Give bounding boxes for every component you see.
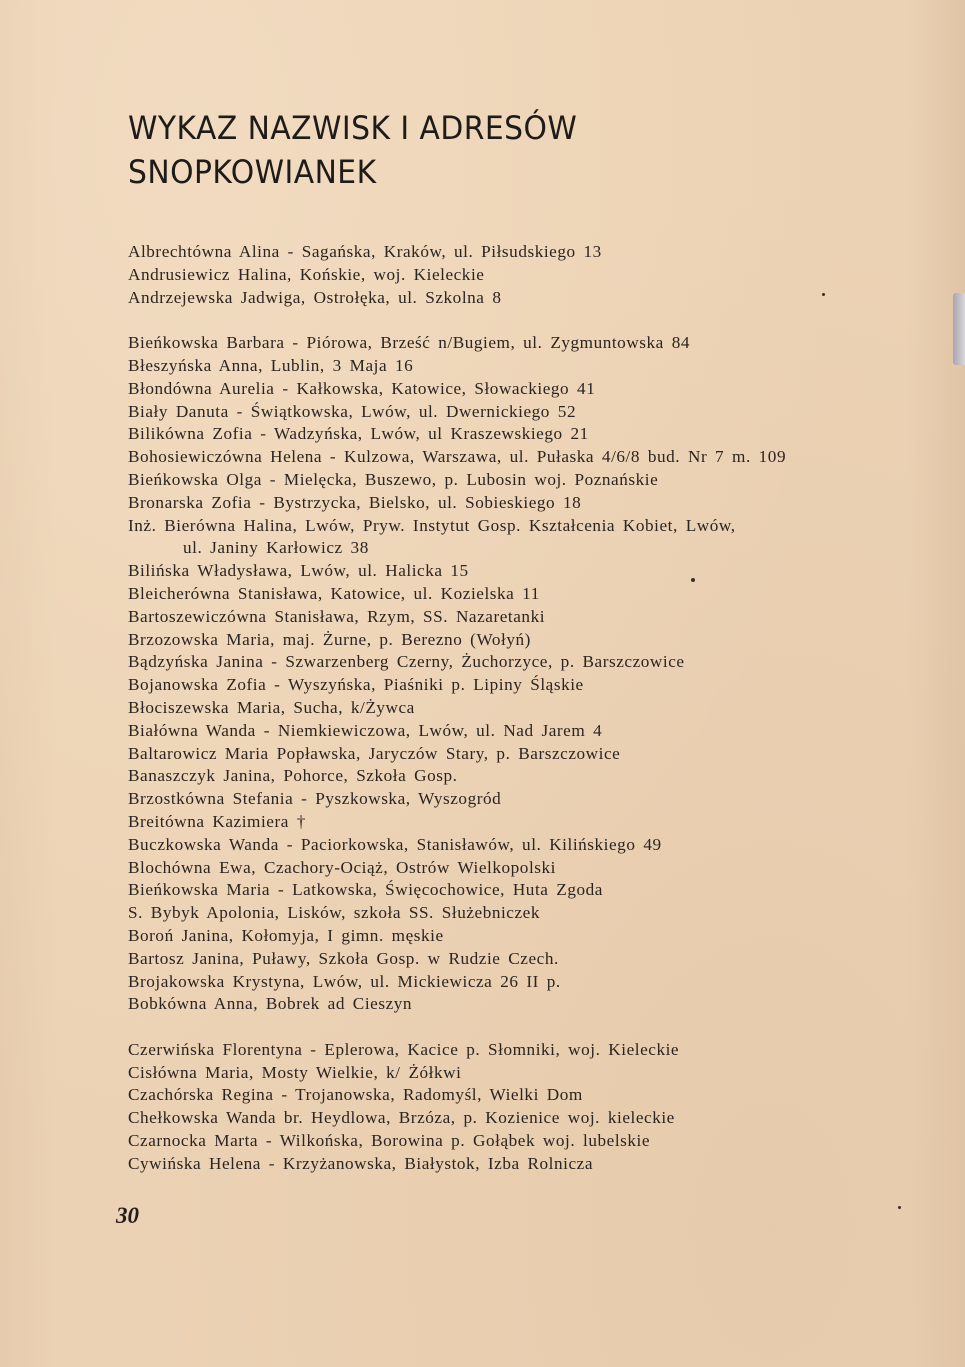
list-entry: Białówna Wanda - Niemkiewiczowa, Lwów, ul. Nad Jarem 4 <box>128 720 603 740</box>
list-entry: Albrechtówna Alina - Sagańska, Kraków, ul. Piłsudskiego 13 <box>128 242 602 261</box>
list-entry: Breitówna Kazimiera † <box>128 811 306 831</box>
group-spacer <box>128 309 888 332</box>
list-entry: Błociszewska Maria, Sucha, k/Żywca <box>128 697 415 717</box>
group-a <box>128 241 888 309</box>
list-entry: Bieńkowska Maria - Latkowska, Święcochowice, Huta Zgoda <box>128 880 603 900</box>
paper-speck <box>691 578 695 582</box>
group-spacer <box>128 1016 888 1039</box>
list-entry: Bartoszewiczówna Stanisława, Rzym, SS. Nazaretanki <box>128 606 546 626</box>
title-line-2: SNOPKOWIANEK <box>128 153 377 191</box>
list-entry: Bądzyńska Janina - Szwarzenberg Czerny, Żuchorzyce, p. Barszczowice <box>128 652 685 672</box>
paper-speck <box>822 293 825 296</box>
list-entry: Banaszczyk Janina, Pohorce, Szkoła Gosp. <box>128 766 458 786</box>
list-entry-continuation: ul. Janiny Karłowicz 38 <box>183 538 369 558</box>
list-entry: Chełkowska Wanda br. Heydlowa, Brzóza, p. Kozienice woj. kieleckie <box>128 1108 675 1128</box>
title-line-1: WYKAZ NAZWISK I ADRESÓW <box>128 109 578 147</box>
list-entry: Bobkówna Anna, Bobrek ad Cieszyn <box>128 994 413 1014</box>
list-entry: Czachórska Regina - Trojanowska, Radomyśl, Wielki Dom <box>128 1085 583 1105</box>
list-entry: Andrusiewicz Halina, Końskie, woj. Kieleckie <box>128 264 485 284</box>
list-entry: Bronarska Zofia - Bystrzycka, Bielsko, ul. Sobieskiego 18 <box>128 492 582 512</box>
list-entry: Biały Danuta - Świątkowska, Lwów, ul. Dwernickiego 52 <box>128 401 577 421</box>
list-entry: Buczkowska Wanda - Paciorkowska, Stanisławów, ul. Kilińskiego 49 <box>128 834 662 854</box>
list-entry: Czarnocka Marta - Wilkońska, Borowina p. Gołąbek woj. lubelskie <box>128 1131 651 1151</box>
list-entry: Brzostkówna Stefania - Pyszkowska, Wyszogród <box>128 789 502 809</box>
list-entry: S. Bybyk Apolonia, Lisków, szkoła SS. Służebniczek <box>128 903 540 923</box>
address-list <box>128 241 888 1176</box>
list-entry: Bieńkowska Olga - Mielęcka, Buszewo, p. Lubosin woj. Poznańskie <box>128 469 659 489</box>
list-entry: Bohosiewiczówna Helena - Kulzowa, Warszawa, ul. Pułaska 4/6/8 bud. Nr 7 m. 109 <box>128 447 787 467</box>
group-c <box>128 1039 888 1176</box>
list-entry: Bilińska Władysława, Lwów, ul. Halicka 15 <box>128 561 469 581</box>
list-entry: Błeszyńska Anna, Lublin, 3 Maja 16 <box>128 355 414 375</box>
group-b <box>128 332 888 1016</box>
list-entry: Błondówna Aurelia - Kałkowska, Katowice, Słowackiego 41 <box>128 378 596 398</box>
list-entry: Czerwińska Florentyna - Eplerowa, Kacice p. Słomniki, woj. Kieleckie <box>128 1039 680 1059</box>
list-entry: Boroń Janina, Kołomyja, I gimn. męskie <box>128 925 444 945</box>
list-entry: Andrzejewska Jadwiga, Ostrołęka, ul. Szkolna 8 <box>128 287 502 307</box>
list-entry: Baltarowicz Maria Popławska, Jaryczów Stary, p. Barszczowice <box>128 743 621 763</box>
list-entry: Cisłówna Maria, Mosty Wielkie, k/ Żółkwi <box>128 1062 462 1082</box>
list-entry: Brojakowska Krystyna, Lwów, ul. Mickiewicza 26 II p. <box>128 971 561 991</box>
list-entry: Blochówna Ewa, Czachory-Ociąż, Ostrów Wielkopolski <box>128 857 556 877</box>
page-edge-tab <box>953 293 965 365</box>
list-entry: Bartosz Janina, Puławy, Szkoła Gosp. w Rudzie Czech. <box>128 948 559 968</box>
list-entry: Bleicherówna Stanisława, Katowice, ul. Kozielska 11 <box>128 583 540 603</box>
list-entry: Brzozowska Maria, maj. Żurne, p. Berezno (Wołyń) <box>128 629 531 649</box>
list-entry: Cywińska Helena - Krzyżanowska, Białystok, Izba Rolnicza <box>128 1153 593 1173</box>
list-entry: Bilikówna Zofia - Wadzyńska, Lwów, ul Kraszewskiego 21 <box>128 424 589 444</box>
page-title <box>128 106 577 194</box>
list-entry: Inż. Bierówna Halina, Lwów, Pryw. Instytut Gosp. Kształcenia Kobiet, Lwów, <box>128 515 736 535</box>
page-number: 30 <box>116 1203 139 1228</box>
paper-speck <box>898 1206 901 1209</box>
list-entry: Bojanowska Zofia - Wyszyńska, Piaśniki p. Lipiny Śląskie <box>128 675 584 695</box>
list-entry: Bieńkowska Barbara - Piórowa, Brześć n/Bugiem, ul. Zygmuntowska 84 <box>128 333 690 353</box>
